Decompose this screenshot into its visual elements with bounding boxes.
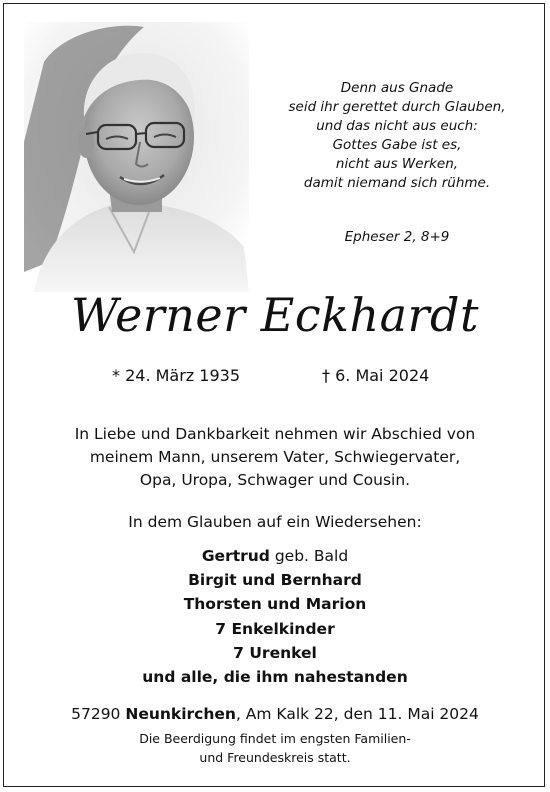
funeral-note-line: und Freundeskreis statt. (199, 750, 351, 765)
mourner-maiden-name: geb. Bald (269, 547, 349, 565)
postcode: 57290 (71, 705, 121, 723)
verse-reference: Epheser 2, 8+9 (344, 229, 450, 245)
farewell-line: Opa, Uropa, Schwager und Cousin. (139, 471, 411, 489)
mourner-line: Birgit und Bernhard (188, 571, 362, 590)
mourner-first-name: Gertrud (201, 547, 270, 565)
verse-line: seid ihr gerettet durch Glauben, (288, 99, 506, 115)
verse-line: und das nicht aus euch: (316, 118, 478, 134)
verse-line: Denn aus Gnade (340, 80, 454, 96)
mourner-line: und alle, die ihm nahestanden (142, 668, 408, 687)
farewell-text (0, 423, 550, 492)
verse-line: Gottes Gabe ist es, (332, 137, 462, 153)
mourners-list (0, 544, 550, 689)
mourner-line: 7 Enkelkinder (215, 619, 335, 638)
verse-line: nicht aus Werken, (335, 156, 459, 172)
portrait-photo (24, 22, 249, 292)
funeral-note (0, 729, 550, 767)
mourner-line: 7 Urenkel (233, 643, 317, 662)
farewell-line: In Liebe und Dankbarkeit nehmen wir Abschied von (74, 425, 476, 443)
bible-verse (266, 79, 528, 193)
farewell-line: meinem Mann, unserem Vater, Schwiegervater, (89, 448, 461, 466)
reunion-text: In dem Glauben auf ein Wiedersehen: (128, 513, 422, 531)
deceased-name: Werner Eckhardt (71, 288, 479, 342)
verse-line: damit niemand sich rühme. (303, 175, 491, 191)
location-date-line (0, 705, 550, 723)
city: Neunkirchen (125, 705, 236, 723)
death-date: † 6. Mai 2024 (322, 366, 430, 385)
funeral-note-line: Die Beerdigung findet im engsten Familien- (139, 731, 411, 746)
birth-date: * 24. März 1935 (112, 366, 241, 385)
address-date: , Am Kalk 22, den 11. Mai 2024 (235, 705, 479, 723)
mourner-line (0, 544, 550, 568)
mourner-line: Thorsten und Marion (183, 595, 367, 614)
